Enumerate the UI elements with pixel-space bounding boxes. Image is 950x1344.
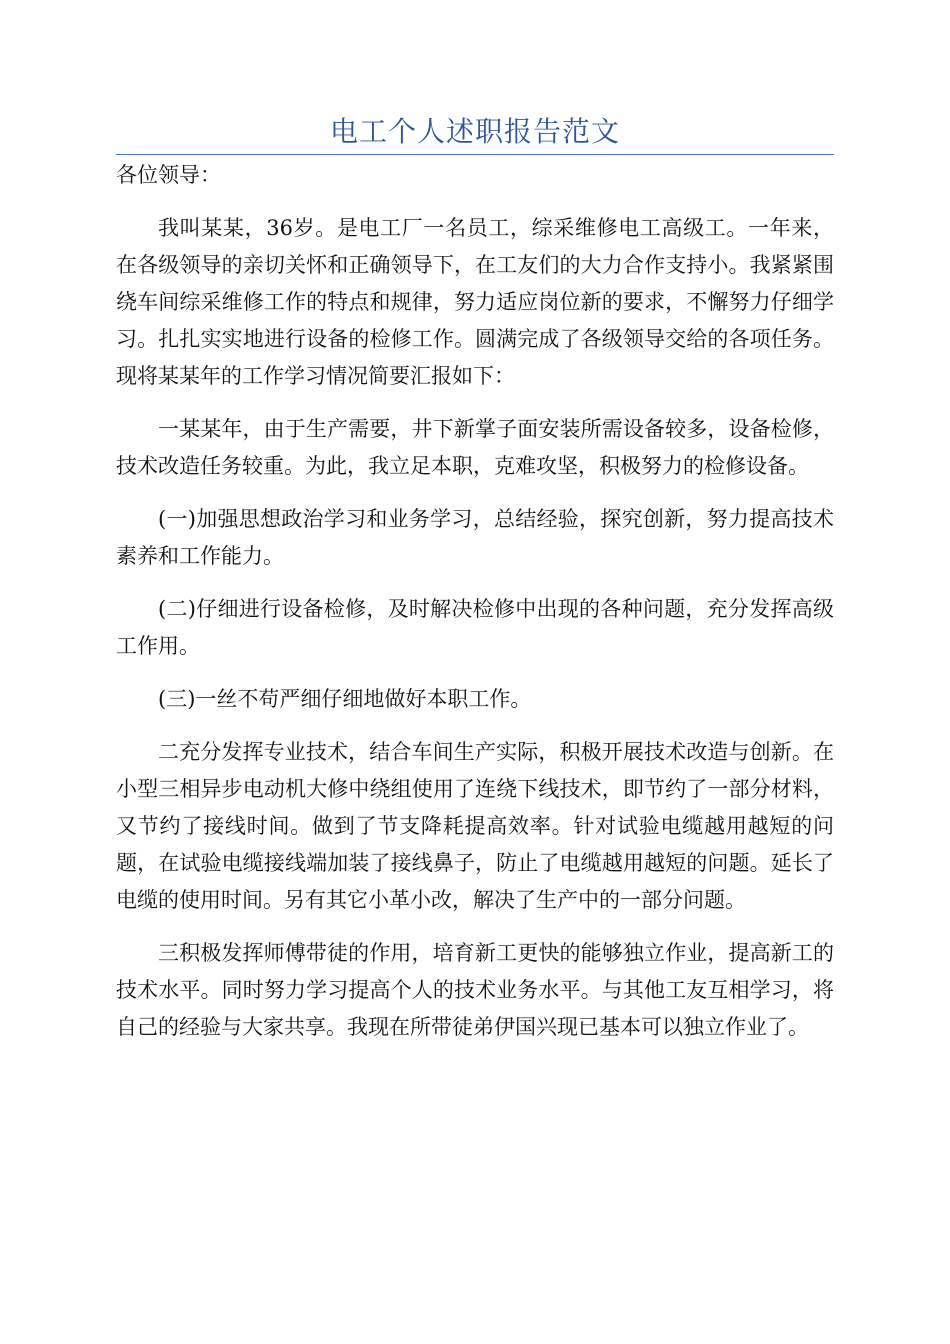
greeting: 各位领导：: [116, 163, 221, 187]
title-underline: [116, 154, 834, 155]
paragraph-section-3: 三积极发挥师傅带徒的作用，培育新工更快的能够独立作业，提高新工的技术水平。同时努力学习提高个人的技术业务水平。与其他工友互相学习，将自己的经验与大家共享。我现在所带徒弟伊国兴现已基本可以独立作业了。: [116, 941, 834, 1039]
paragraph-section-2: 二充分发挥专业技术，结合车间生产实际，积极开展技术改造与创新。在小型三相异步电动机大修中绕组使用了连绕下线技术，即节约了一部分材料，又节约了接线时间。做到了节支降耗提高效率。针对试验电缆越用越短的问题，在试验电缆接线端加装了接线鼻子，防止了电缆越用越短的问题。延长了电缆的使用时间。另有其它小革小改，解决了生产中的一部分问题。: [116, 740, 834, 912]
paragraph-intro: 我叫某某，36岁。是电工厂一名员工，综采维修电工高级工。一年来，在各级领导的亲切关怀和正确领导下，在工友们的大力合作支持小。我紧紧围绕车间综采维修工作的特点和规律，努力适应岗位新的要求，不懈努力仔细学习。扎扎实实地进行设备的检修工作。圆满完成了各级领导交给的各项任务。现将某某年的工作学习情况简要汇报如下：: [116, 216, 834, 388]
paragraph-item-2: (二)仔细进行设备检修，及时解决检修中出现的各种问题，充分发挥高级工作用。: [116, 597, 834, 658]
paragraph-section-1: 一某某年，由于生产需要，井下新掌子面安装所需设备较多，设备检修，技术改造任务较重。为此，我立足本职，克难攻坚，积极努力的检修设备。: [116, 417, 834, 478]
document-title: 电工个人述职报告范文: [329, 115, 620, 148]
paragraph-item-3: (三)一丝不苟严细仔细地做好本职工作。: [158, 687, 532, 711]
paragraph-item-1: (一)加强思想政治学习和业务学习，总结经验，探究创新，努力提高技术素养和工作能力。: [116, 507, 834, 568]
document-body: [116, 156, 834, 1046]
